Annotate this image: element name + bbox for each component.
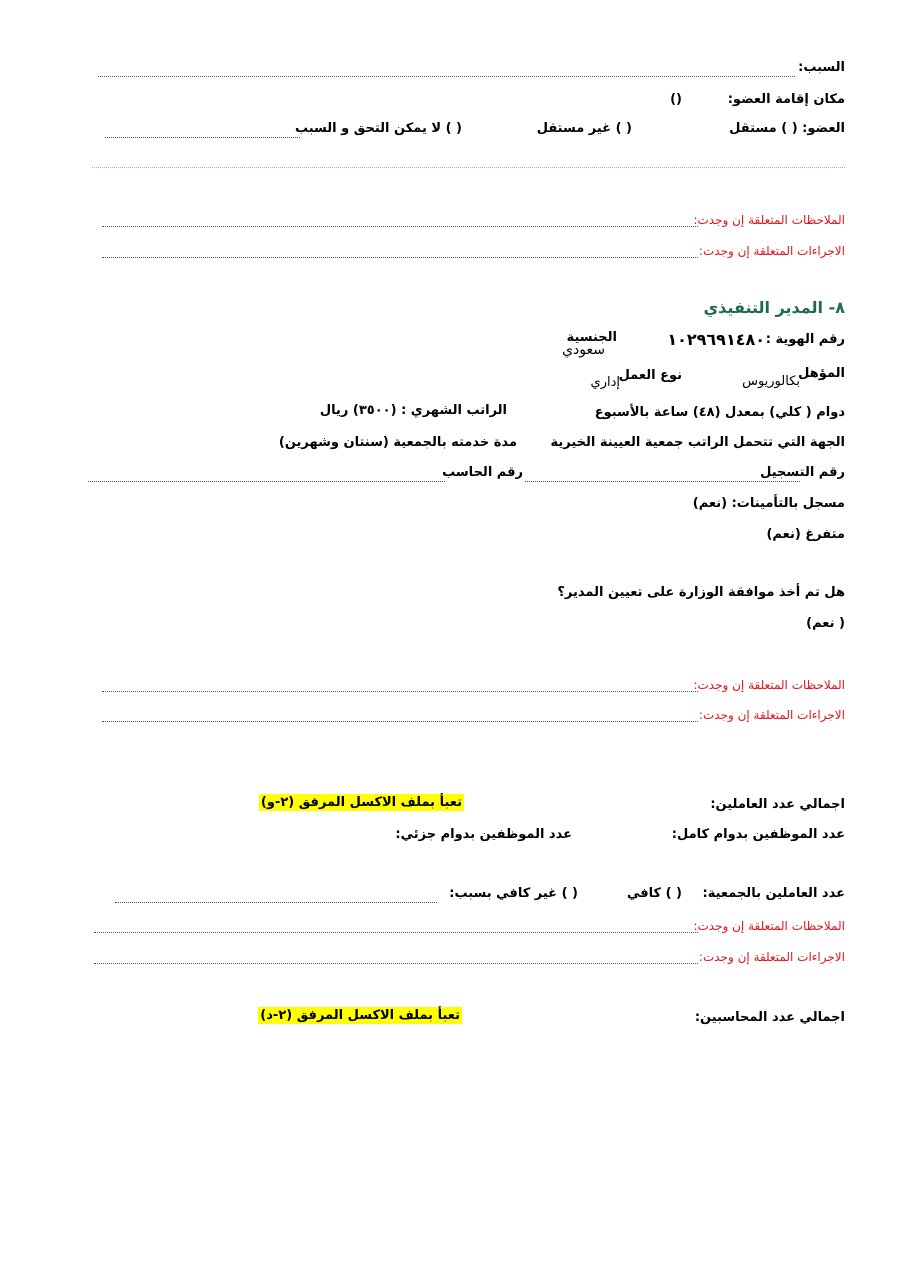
workers-count-label: عدد العاملين بالجمعية: bbox=[702, 886, 845, 901]
actions-label-1: الاجراءات المتعلقة إن وجدت: bbox=[698, 244, 845, 258]
total-accountants-label: اجمالي عدد المحاسبين: bbox=[694, 1010, 845, 1025]
id-label: رقم الهوية : bbox=[765, 332, 845, 347]
qualification-label: المؤهل bbox=[798, 366, 845, 381]
residence-label: مكان إقامة العضو: bbox=[727, 92, 845, 107]
notes-line-1 bbox=[102, 226, 698, 227]
computer-number-line bbox=[88, 481, 445, 482]
salary-party: الجهة التي تتحمل الراتب جمعية العيينة الخيرية bbox=[550, 435, 845, 450]
attendance: دوام ( كلي) بمعدل (٤٨) ساعة بالأسبوع bbox=[594, 405, 845, 420]
nationality-label: الجنسية bbox=[566, 330, 617, 345]
notes-label-2: الملاحظات المتعلقة إن وجدت: bbox=[693, 678, 845, 692]
nationality-value: سعودي bbox=[562, 342, 605, 358]
member-independent: العضو: ( ) مستقل bbox=[729, 121, 845, 136]
work-type-value: إداري bbox=[590, 375, 620, 390]
notes-line-2 bbox=[102, 691, 698, 692]
workers-sufficient: ( ) كافي bbox=[626, 886, 682, 901]
cannot-verify-line bbox=[105, 137, 300, 138]
actions-line-2 bbox=[102, 721, 698, 722]
actions-line-1 bbox=[102, 257, 698, 258]
ministry-approval-question: هل تم أخذ موافقة الوزارة على تعيين المدير؟ bbox=[557, 585, 845, 600]
reason-line bbox=[98, 76, 795, 77]
actions-label-2: الاجراءات المتعلقة إن وجدت: bbox=[698, 708, 845, 722]
id-value: ١٠٢٩٦٩١٤٨٠ bbox=[667, 330, 765, 349]
notes-label-1: الملاحظات المتعلقة إن وجدت: bbox=[693, 213, 845, 227]
executive-director-heading: ٨- المدير التنفيذي bbox=[703, 298, 845, 317]
computer-number-label: رقم الحاسب bbox=[442, 465, 523, 480]
total-workers-value: تعبأ بملف الاكسل المرفق (٢-و) bbox=[260, 795, 462, 810]
notes-line-3 bbox=[94, 932, 698, 933]
qualification-value: بكالوريوس bbox=[742, 374, 800, 389]
notes-label-3: الملاحظات المتعلقة إن وجدت: bbox=[693, 919, 845, 933]
service-duration: مدة خدمته بالجمعية (سنتان وشهرين) bbox=[278, 435, 517, 450]
registration-label: رقم التسجيل bbox=[760, 465, 845, 480]
full-time-employees-label: عدد الموظفين بدوام كامل: bbox=[671, 827, 845, 842]
member-cannot-verify: ( ) لا يمكن التحق و السبب bbox=[294, 121, 462, 136]
insurance-registered: مسجل بالتأمينات: (نعم) bbox=[692, 496, 845, 511]
actions-line-3 bbox=[94, 963, 698, 964]
workers-insufficient: ( ) غير كافي بسبب: bbox=[449, 886, 578, 901]
total-workers-label: اجمالي عدد العاملين: bbox=[710, 797, 845, 812]
registration-line bbox=[525, 481, 800, 482]
full-time-dedicated: متفرغ (نعم) bbox=[766, 527, 845, 542]
residence-value: () bbox=[670, 92, 682, 107]
work-type-label: نوع العمل bbox=[618, 368, 682, 383]
reason-label: السبب: bbox=[798, 60, 845, 75]
member-not-independent: ( ) غير مستقل bbox=[536, 121, 632, 136]
actions-label-3: الاجراءات المتعلقة إن وجدت: bbox=[698, 950, 845, 964]
total-accountants-value: تعبأ بملف الاكسل المرفق (٢-د) bbox=[260, 1008, 460, 1023]
part-time-employees-label: عدد الموظفين بدوام جزئي: bbox=[395, 827, 572, 842]
insufficient-reason-line bbox=[115, 902, 437, 903]
monthly-salary: الراتب الشهري : (٣٥٠٠) ريال bbox=[319, 403, 507, 418]
ministry-approval-answer: ( نعم) bbox=[806, 616, 845, 631]
divider-line bbox=[92, 167, 845, 168]
